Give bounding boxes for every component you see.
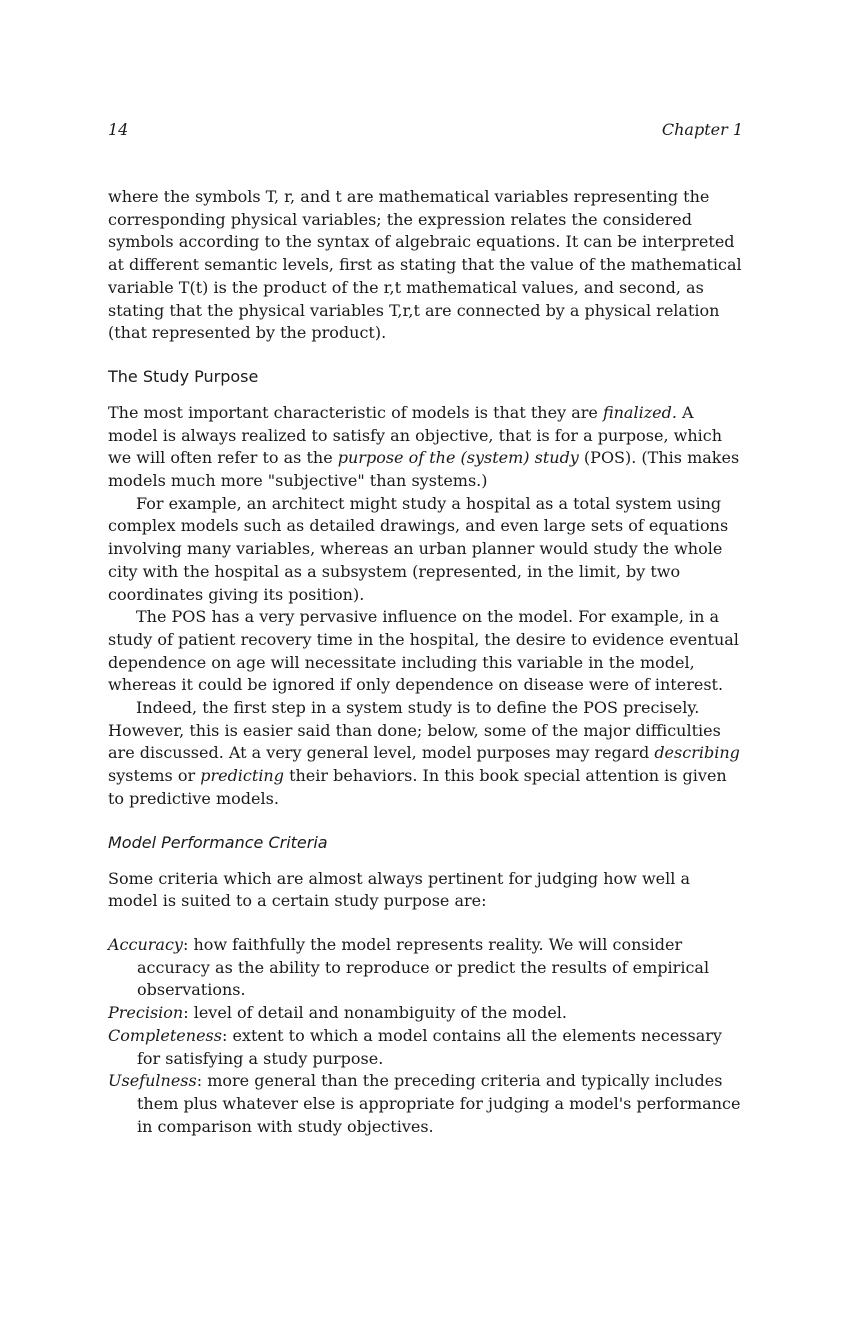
page-number: 14 bbox=[108, 120, 129, 139]
term-colon: : bbox=[183, 1003, 194, 1023]
emphasis-finalized: finalized. bbox=[602, 402, 677, 422]
criterion-term: Completeness bbox=[108, 1025, 222, 1045]
text-run: their behaviors. In this book special attention is given to predictive models. bbox=[108, 766, 727, 808]
criteria-intro: Some criteria which are almost always pertinent for judging how well a model is suited to a certain study purpose are: bbox=[108, 868, 690, 911]
text-run: A model is always realized to satisfy an objective, that is for a purpose, which we will often refer to as the bbox=[108, 402, 723, 468]
term-colon: : bbox=[182, 934, 194, 954]
page-body bbox=[108, 186, 743, 1138]
criterion-accuracy bbox=[108, 934, 743, 1002]
criterion-term: Usefulness bbox=[108, 1071, 197, 1091]
term-colon: : bbox=[221, 1025, 233, 1045]
text-run: Indeed, the first step in a system study is to define the POS precisely. However, this is easier said than done; below, some of the major difficulties are discussed. At a very general level, model purposes may regard bbox=[108, 698, 721, 763]
emphasis-predicting: predicting bbox=[200, 766, 284, 786]
emphasis-describing: describing bbox=[654, 743, 740, 763]
text-run: (POS). (This makes models much more "subjective" than systems.) bbox=[108, 448, 740, 491]
criterion-term: Accuracy bbox=[108, 934, 183, 954]
running-head bbox=[108, 118, 743, 142]
paragraph-define-pos bbox=[108, 697, 743, 811]
book-page bbox=[108, 118, 743, 1138]
intro-paragraph: where the symbols T, r, and t are mathematical variables representing the corresponding physical variables; the expression relates the considered symbols according to the syntax of algebraic equations. It can be interpreted at different semantic levels, first as stating that the value of the mathematical variable T(t) is the product of the r,t mathematical values, and second, as stating that the physical variables T,r,t are connected by a physical relation (that represented by the product). bbox=[108, 187, 742, 343]
criterion-term: Precision bbox=[108, 1003, 184, 1023]
criterion-usefulness bbox=[108, 1070, 743, 1138]
term-colon: : bbox=[196, 1071, 208, 1091]
emphasis-pos: purpose of the (system) study bbox=[337, 448, 579, 468]
text-run: systems or bbox=[108, 766, 201, 786]
criterion-definition: how faithfully the model represents reality. We will consider accuracy as the ability to reproduce or predict the results of empirical observations. bbox=[137, 934, 710, 1000]
criteria-list bbox=[108, 934, 743, 1138]
criterion-definition: extent to which a model contains all the elements necessary for satisfying a study purpose. bbox=[137, 1025, 722, 1068]
criterion-definition: level of detail and nonambiguity of the model. bbox=[193, 1003, 568, 1023]
paragraph-pos-influence: The POS has a very pervasive influence on the model. For example, in a study of patient recovery time in the hospital, the desire to evidence eventual dependence on age will necessitate including this variable in the model, whereas it could be ignored if only dependence on disease were of interest. bbox=[108, 607, 739, 695]
criterion-definition: more general than the preceding criteria and typically includes them plus whatever else is appropriate for judging a model's performance in comparison with study objectives. bbox=[137, 1071, 741, 1136]
section-heading-study-purpose: The Study Purpose bbox=[108, 366, 259, 386]
criterion-completeness bbox=[108, 1025, 743, 1070]
criterion-precision bbox=[108, 1002, 743, 1025]
section-heading-performance-criteria: Model Performance Criteria bbox=[108, 832, 328, 852]
paragraph-example-hospital: For example, an architect might study a hospital as a total system using complex models such as detailed drawings, and even large sets of equations involving many variables, whereas an urban planner would study the whole city with the hospital as a subsystem (represented, in the limit, by two coordinates giving its position). bbox=[108, 493, 729, 604]
paragraph-finalized bbox=[108, 402, 743, 493]
text-run: The most important characteristic of models is that they are bbox=[108, 402, 603, 422]
chapter-title: Chapter 1 bbox=[661, 120, 743, 139]
